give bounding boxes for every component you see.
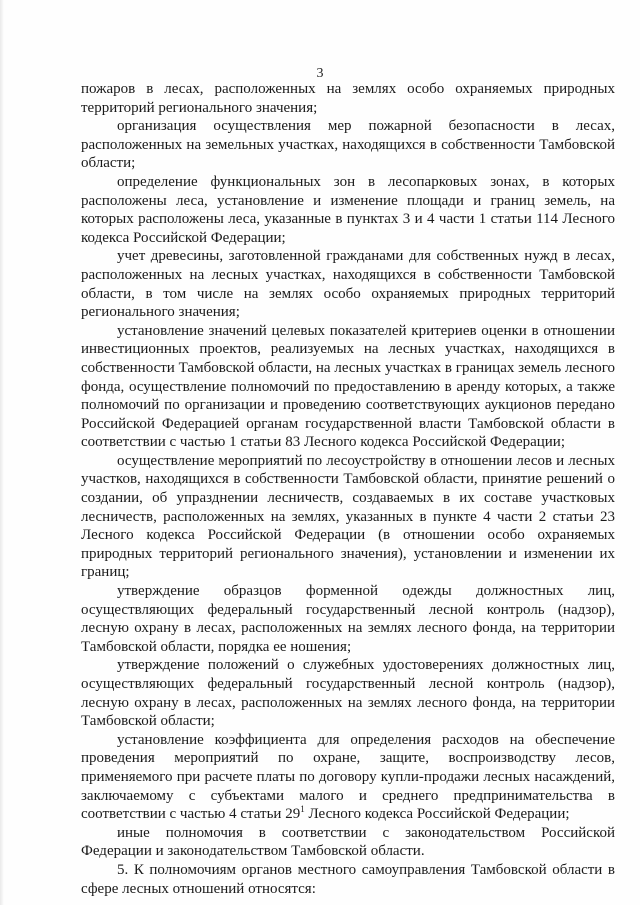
- paragraph-local-government: 5. К полномочиям органов местного самоуправления Тамбовской области в сфере лесных отношений относятся:: [81, 861, 615, 897]
- paragraph-forest-management: осуществление мероприятий по лесоустройству в отношении лесов и лесных участков, находящихся в собственности Тамбовской области, принятие решений о создании, об упразднении лесничеств, создаваемых в их составе участковых лесничеств, расположенных на землях, указанных в пункте 4 части 2 статьи 23 Лесного кодекса Российской Федерации (в отношении особо охраняемых природных территорий регионального значения), установлении и изменении их границ;: [81, 452, 615, 581]
- scan-edge-shadow: [0, 0, 4, 905]
- superscript: 1: [300, 804, 305, 815]
- paragraph-timber-accounting: учет древесины, заготовленной гражданами для собственных нужд в лесах, расположенных на лесных участках, находящихся в собственности Тамбовской области, в том числе на землях особо охраняемых природных территорий регионального значения;: [81, 248, 615, 321]
- paragraph-functional-zones: определение функциональных зон в лесопарковых зонах, в которых расположены леса, установление и изменение площади и границ земель, на которых расположены леса, указанные в пунктах 3 и 4 части 1 статьи 114 Лесного кодекса Российской Федерации;: [81, 173, 615, 246]
- paragraph-service-ids: утверждение положений о служебных удостоверениях должностных лиц, осуществляющих федеральный государственный лесной контроль (надзор), лесную охрану в лесах, расположенных на землях лесного фонда, на территории Тамбовской области;: [81, 657, 615, 730]
- paragraph-fire-safety: организация осуществления мер пожарной безопасности в лесах, расположенных на земельных участках, находящихся в собственности Тамбовской области;: [81, 118, 615, 172]
- paragraph-uniform-samples: утверждение образцов форменной одежды должностных лиц, осуществляющих федеральный государственный лесной контроль (надзор), лесную охрану в лесах, расположенных на землях лесного фонда, на территории Тамбовской области, порядка ее ношения;: [81, 583, 615, 655]
- paragraph-coefficient: установление коэффициента для определения расходов на обеспечение проведения мероприятий по охране, защите, воспроизводству лесов, применяемого при расчете платы по договору купли-продажи лесных насаждений, заключаемому с субъектами малого и среднего предпринимательства в соответствии с частью 4 статьи $29^1$ Лесного кодекса Российской Федерации;: [81, 731, 615, 823]
- page-number: 3: [316, 66, 324, 81]
- paragraph-investment-criteria: установление значений целевых показателей критериев оценки в отношении инвестиционных проектов, реализуемых на лесных участках, находящихся в собственности Тамбовской области, на лесных участках в границах земель лесного фонда, осуществление полномочий по предоставлению в аренду которых, а также полномочий по организации и проведению соответствующих аукционов передано Российской Федерацией органам государственной власти Тамбовской области в соответствии с частью 1 статьи 83 Лесного кодекса Российской Федерации;: [81, 322, 615, 451]
- paragraph-fire-protected-areas: пожаров в лесах, расположенных на землях особо охраняемых природных территорий регионального значения;: [81, 81, 615, 116]
- document-body: [81, 80, 615, 898]
- paragraph-other-powers: иные полномочия в соответствии с законодательством Российской Федерации и законодательством Тамбовской области.: [81, 824, 615, 860]
